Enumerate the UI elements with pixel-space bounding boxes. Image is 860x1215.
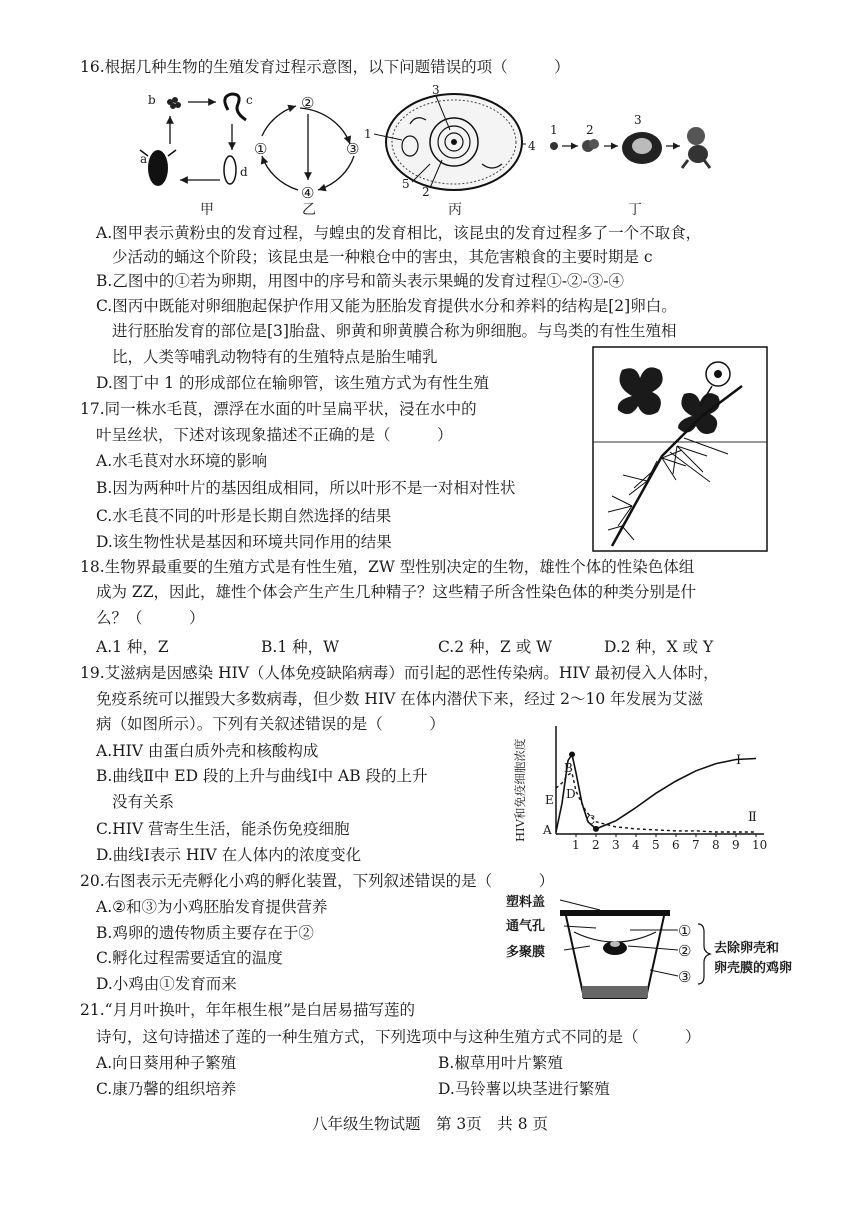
point-label-d: D	[566, 787, 576, 801]
svg-text:②: ②	[301, 94, 315, 112]
series-2-label: Ⅱ	[748, 810, 757, 825]
x-tick-label: 4	[632, 838, 640, 852]
page-footer: 八年级生物试题 第 3页 共 8 页	[311, 1115, 548, 1133]
svg-text:2: 2	[422, 185, 430, 199]
point-label-b: B	[564, 761, 573, 775]
q16-option-c-line3: 比，人类等哺乳动物特有的生殖特点是胎生哺乳	[112, 348, 438, 366]
series-1-label: Ⅰ	[736, 753, 742, 768]
q18-stem-line3: 么？（ ）	[96, 609, 205, 627]
q20-option-a: A.②和③为小鸡胚胎发育提供营养	[96, 898, 328, 916]
q19-option-d: D.曲线Ⅰ表示 HIV 在人体内的浓度变化	[96, 846, 362, 864]
figure-jia-beetle-cycle	[140, 93, 253, 218]
svg-text:3: 3	[634, 113, 642, 127]
q18-options	[96, 636, 776, 658]
q17-option-d: D.该生物性状是基因和环境共同作用的结果	[96, 533, 392, 551]
q19-stem-line1: 19.艾滋病是因感染 HIV（人体免疫缺陷病毒）而引起的恶性传染病。HIV 最初侵入人体时，	[80, 664, 719, 682]
svg-text:丁: 丁	[628, 202, 642, 218]
q21-option-b: B.椒草用叶片繁殖	[438, 1054, 563, 1072]
point-label-e: E	[545, 793, 554, 807]
x-tick-label: 10	[752, 838, 768, 852]
x-tick-label: 5	[652, 838, 660, 852]
point-label-c: C	[586, 813, 596, 827]
q16-option-d: D.图丁中 1 的形成部位在输卵管，该生殖方式为有性生殖	[96, 374, 490, 392]
q19-option-b-line2: 没有关系	[112, 793, 175, 811]
q16-stem: 16.根据几种生物的生殖发育过程示意图，以下问题错误的项（ ）	[80, 58, 570, 76]
q18-option-b: B.1 种，W	[261, 638, 340, 656]
q17-stem-line2: 叶呈丝状，下述对该现象描述不正确的是（ ）	[96, 426, 453, 444]
q17-option-c: C.水毛茛不同的叶形是长期自然选择的结果	[96, 507, 392, 525]
label-lid: 塑料盖	[506, 895, 546, 910]
q20-stem: 20.右图表示无壳孵化小鸡的孵化装置，下列叙述错误的是（ ）	[80, 872, 555, 890]
svg-text:c: c	[246, 93, 253, 107]
larva-icon	[225, 94, 246, 120]
x-tick-label: 1	[572, 838, 580, 852]
svg-text:④: ④	[301, 184, 315, 202]
q20-option-c: C.孵化过程需要适宜的温度	[96, 949, 283, 967]
q18-stem-line1: 18.生物界最重要的生殖方式是有性生殖，ZW 型性别决定的生物，雄性个体的性染色体组	[80, 558, 695, 576]
figure-bing-egg-structure	[364, 83, 536, 218]
svg-text:③: ③	[346, 140, 360, 158]
svg-text:丙: 丙	[448, 202, 462, 218]
q20-option-d: D.小鸡由①发育而来	[96, 975, 237, 993]
egg-cluster-icon	[167, 97, 181, 109]
water-buttercup-figure	[592, 346, 768, 552]
chart-ylabel: HIV和免疫细胞浓度	[513, 738, 527, 842]
q18-option-d: D.2 种，X 或 Y	[604, 638, 714, 656]
q21-stem-line2: 诗句，这句诗描述了莲的一种生殖方式，下列选项中与这种生殖方式不同的是（ ）	[96, 1028, 701, 1046]
svg-text:②: ②	[678, 942, 692, 960]
svg-text:乙: 乙	[302, 202, 316, 218]
q17-stem-line1: 17.同一株水毛茛，漂浮在水面的叶呈扁平状，浸在水中的	[80, 400, 477, 418]
label-film: 多聚膜	[506, 945, 546, 960]
baby-icon	[682, 127, 710, 168]
figure-yi-stage-cycle	[254, 94, 359, 218]
svg-text:1: 1	[550, 123, 558, 137]
x-tick-label: 2	[592, 838, 600, 852]
incubator-figure	[500, 888, 800, 1008]
q16-option-c-line2: 进行胚胎发育的部位是[3]胎盘、卵黄和卵黄膜合称为卵细胞。与鸟类的有性生殖相	[112, 322, 677, 340]
adult-beetle-icon	[148, 150, 168, 186]
q19-stem-line2: 免疫系统可以摧毁大多数病毒，但少数 HIV 在体内潜伏下来，经过 2～10 年发展为艾滋	[96, 690, 704, 708]
label-a: a	[140, 152, 148, 166]
q19-option-c: C.HIV 营寄生生活，能杀伤免疫细胞	[96, 820, 350, 838]
cup	[566, 916, 664, 998]
q17-option-b: B.因为两种叶片的基因组成相同，所以叶形不是一对相对性状	[96, 479, 516, 497]
svg-text:5: 5	[402, 177, 410, 191]
point-b-marker	[569, 751, 575, 757]
figure-ding-development	[550, 113, 710, 218]
q20-option-b: B.鸡卵的遗传物质主要存在于②	[96, 924, 314, 942]
hiv-chart	[512, 718, 774, 860]
x-tick-label: 6	[672, 838, 680, 852]
q19-option-a: A.HIV 由蛋白质外壳和核酸构成	[96, 742, 319, 760]
q16-option-b: B.乙图中的①若为卵期，用图中的序号和箭头表示果蝇的发育过程①-②-③-④	[96, 272, 625, 290]
q21-option-d: D.马铃薯以块茎进行繁殖	[438, 1080, 610, 1098]
svg-text:d: d	[240, 165, 248, 179]
q16-option-a-line2: 少活动的蛹这个阶段；该昆虫是一种粮仓中的害虫，其危害粮食的主要时期是 c	[112, 248, 653, 266]
svg-text:③: ③	[678, 968, 692, 986]
q19-stem-line3: 病（如图所示）。下列有关叙述错误的是（ ）	[96, 715, 445, 733]
svg-text:2: 2	[586, 123, 594, 137]
q18-option-a: A.1 种，Z	[96, 638, 169, 656]
svg-text:卵壳膜的鸡卵: 卵壳膜的鸡卵	[714, 961, 793, 976]
q16-option-a-line1: A.图甲表示黄粉虫的发育过程，与蝗虫的发育相比，该昆虫的发育过程多了一个不取食，	[96, 224, 702, 242]
brace	[698, 924, 710, 984]
svg-text:①: ①	[678, 922, 692, 940]
label-vent: 通气孔	[506, 919, 546, 934]
svg-text:b: b	[148, 93, 156, 107]
q16-option-c-line1: C.图丙中既能对卵细胞起保护作用又能为胚胎发育提供水分和养料的结构是[2]卵白。	[96, 297, 677, 315]
x-tick-label: 8	[712, 838, 720, 852]
svg-text:去除卵壳和: 去除卵壳和	[714, 941, 780, 956]
point-label-a: A	[543, 823, 552, 837]
q19-option-b-line1: B.曲线Ⅱ中 ED 段的上升与曲线Ⅰ中 AB 段的上升	[96, 767, 428, 785]
q18-option-c: C.2 种，Z 或 W	[438, 638, 553, 656]
x-tick-label: 3	[612, 838, 620, 852]
svg-text:4: 4	[528, 139, 536, 153]
svg-text:①: ①	[254, 140, 268, 158]
svg-text:3: 3	[432, 83, 440, 97]
q21-stem-line1: 21.“月月叶换叶，年年根生根”是白居易描写莲的	[80, 1001, 415, 1019]
q18-stem-line2: 成为 ZZ，因此，雄性个体会产生产生几种精子？这些精子所含性染色体的种类分别是什	[96, 583, 696, 601]
q16-figure	[130, 80, 730, 220]
svg-text:1: 1	[364, 127, 372, 141]
q21-option-a: A.向日葵用种子繁殖	[96, 1054, 237, 1072]
plastic-lid	[560, 910, 670, 916]
q21-option-c: C.康乃馨的组织培养	[96, 1080, 237, 1098]
q17-option-a: A.水毛茛对水环境的影响	[96, 452, 268, 470]
svg-text:甲: 甲	[200, 202, 214, 218]
pupa-icon	[224, 156, 236, 184]
x-tick-label: 9	[732, 838, 740, 852]
x-tick-label: 7	[692, 838, 700, 852]
